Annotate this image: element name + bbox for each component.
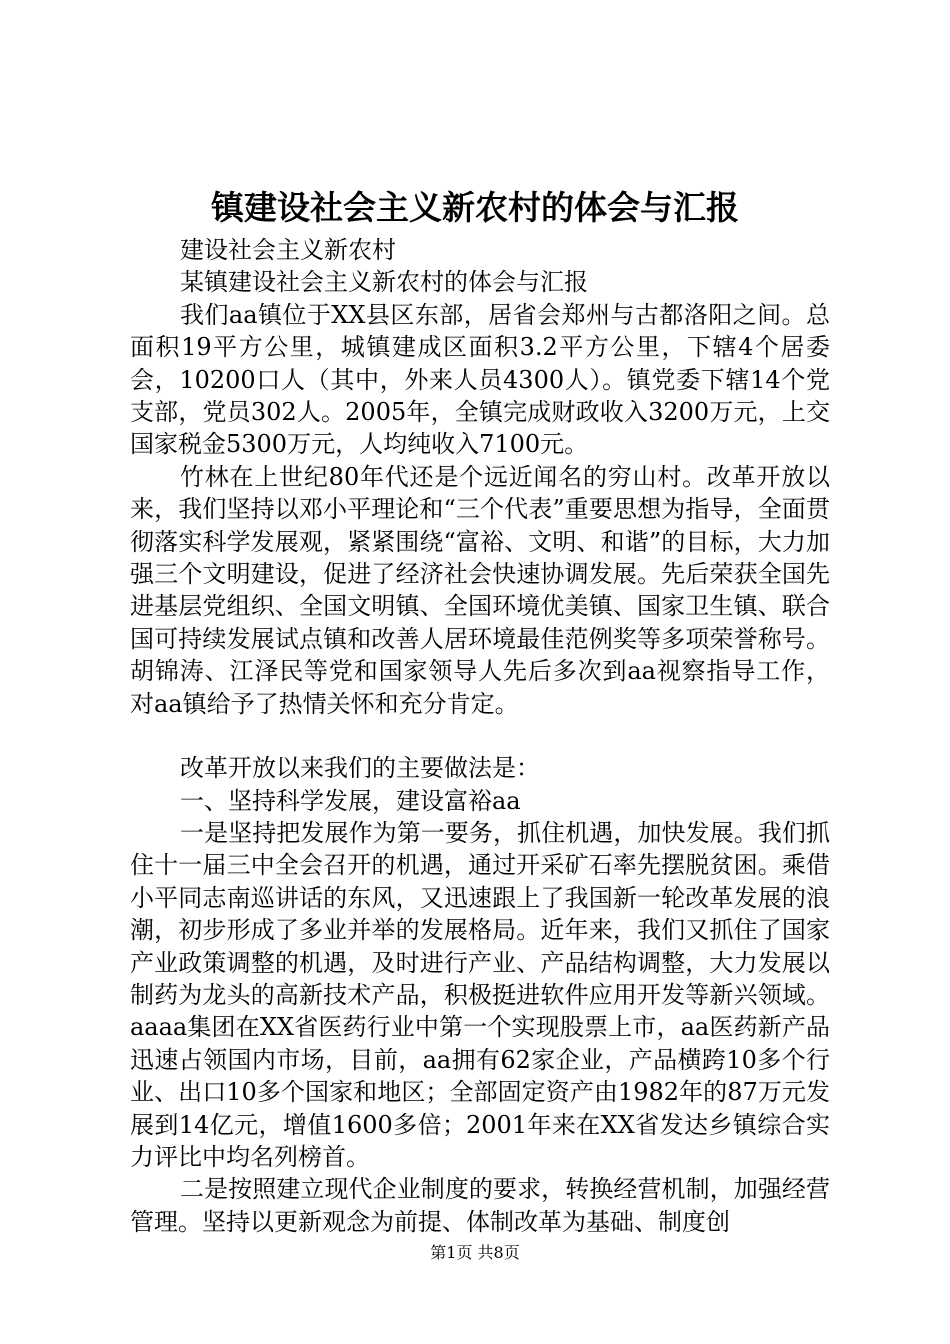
paragraph-point-1: 一是坚持把发展作为第一要务，抓住机遇，加快发展。我们抓住十一届三中全会召开的机遇，通过开采矿石率先摆脱贫困。乘借小平同志南巡讲话的东风，又迅速跟上了我国新一轮改革发展的浪潮，初步形成了多业并举的发展格局。近年来，我们又抓住了国家产业政策调整的机遇，及时进行产业、产品结构调整，大力发展以制药为龙头的高新技术产品，积极挺进软件应用开发等新兴领域。aaaa集团在XX省医药行业中第一个实现股票上市，aa医药新产品迅速占领国内市场，目前，aa拥有62家企业，产品横跨10多个行业、出口10多个国家和地区；全部固定资产由1982年的87万元发展到14亿元，增值1600多倍；2001年来在XX省发达乡镇综合实力评比中均名列榜首。 [130,818,830,1171]
paragraph-point-2: 二是按照建立现代企业制度的要求，转换经营机制，加强经营管理。坚持以更新观念为前提、体制改革为基础、制度创 [130,1175,830,1236]
paragraph-history: 竹林在上世纪80年代还是个远近闻名的穷山村。改革开放以来，我们坚持以邓小平理论和“三个代表”重要思想为指导，全面贯彻落实科学发展观，紧紧围绕“富裕、文明、和谐”的目标，大力加强三个文明建设，促进了经济社会快速协调发展。先后荣获全国先进基层党组织、全国文明镇、全国环境优美镇、国家卫生镇、联合国可持续发展试点镇和改善人居环境最佳范例奖等多项荣誉称号。胡锦涛、江泽民等党和国家领导人先后多次到aa视察指导工作，对aa镇给予了热情关怀和充分肯定。 [130,462,830,718]
paragraph-subtitle-2: 某镇建设社会主义新农村的体会与汇报 [180,268,588,297]
document-body [130,234,830,1238]
document-title: 镇建设社会主义新农村的体会与汇报 [211,188,739,227]
paragraph-main-practices: 改革开放以来我们的主要做法是： [180,754,540,783]
paragraph-subtitle-1: 建设社会主义新农村 [180,236,396,264]
section-heading-1: 一、坚持科学发展，建设富裕aa [180,786,521,815]
page-footer: 第1页 共8页 [430,1243,520,1262]
paragraph-overview: 我们aa镇位于XX县区东部，居省会郑州与古都洛阳之间。总面积19平方公里，城镇建成区面积3.2平方公里，下辖4个居委会，10200口人（其中，外来人员4300人）。镇党委下辖14个党支部，党员302人。2005年，全镇完成财政收入3200万元，上交国家税金5300万元，人均纯收入7100元。 [130,300,830,459]
